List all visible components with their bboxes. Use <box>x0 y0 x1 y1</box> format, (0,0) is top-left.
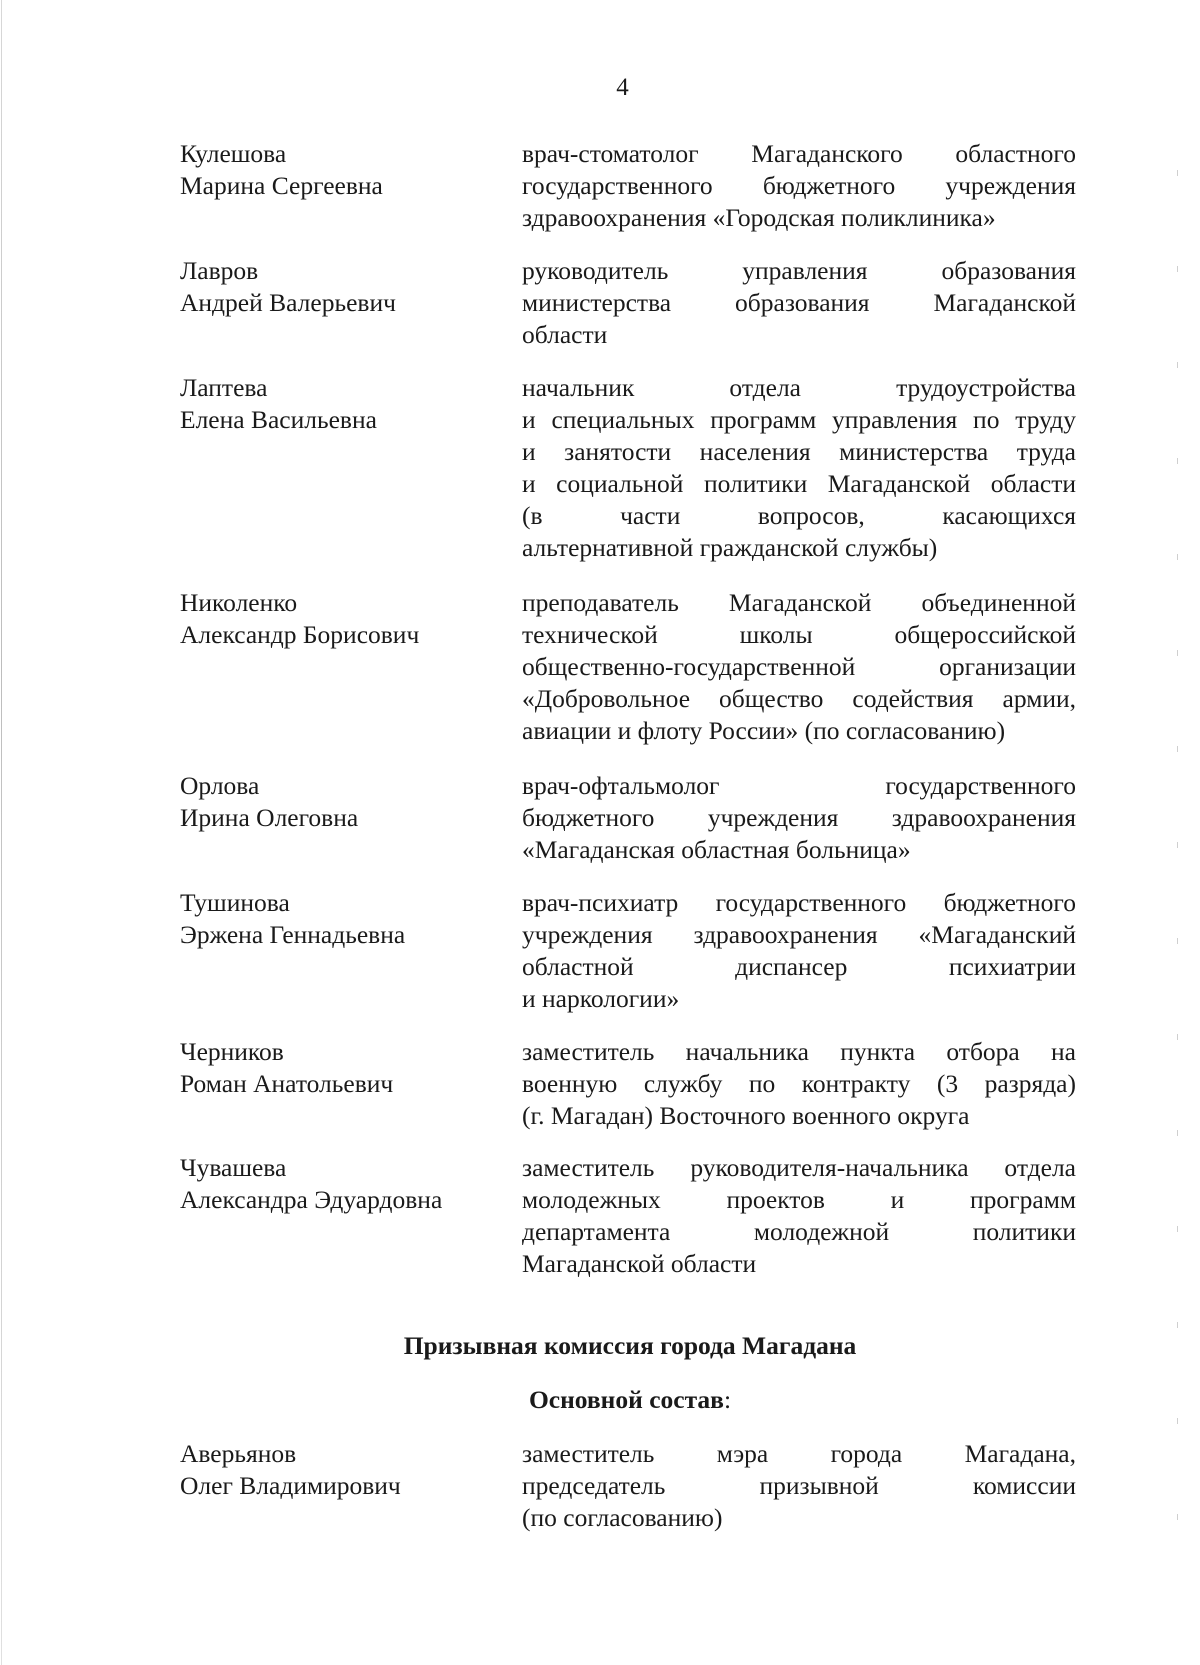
member-given-names: Александр Борисович <box>180 620 420 649</box>
member-role <box>522 887 1076 1015</box>
member-surname: Орлова <box>180 771 260 800</box>
member-role-line: областной диспансер психиатрии <box>522 952 1076 981</box>
member-role-line: альтернативной гражданской службы) <box>522 533 938 562</box>
member-role <box>522 372 1076 564</box>
member-role-line: «Добровольное общество содействия армии, <box>522 684 1076 713</box>
member-role-line: (в части вопросов, касающихся <box>522 501 1076 530</box>
member-role-line: молодежных проектов и программ <box>522 1185 1076 1214</box>
member-role-line: врач-психиатр государственного бюджетного <box>522 888 1076 917</box>
member-role <box>522 1036 1076 1132</box>
member-role-line: (по согласованию) <box>522 1503 723 1532</box>
member-role-line: начальник отдела трудоустройства <box>522 373 1076 402</box>
member-name <box>180 770 510 834</box>
member-role-line: заместитель мэра города Магадана, <box>522 1439 1076 1468</box>
member-name <box>180 372 510 436</box>
member-role-line: департамента молодежной политики <box>522 1217 1076 1246</box>
member-given-names: Александра Эдуардовна <box>180 1185 443 1214</box>
member-given-names: Эржена Геннадьевна <box>180 920 406 949</box>
page-number: 4 <box>616 74 629 101</box>
member-surname: Тушинова <box>180 888 290 917</box>
member-role-line: (г. Магадан) Восточного военного округа <box>522 1101 970 1130</box>
member-role-line: бюджетного учреждения здравоохранения <box>522 803 1076 832</box>
member-role-line: врач-стоматолог Магаданского областного <box>522 139 1076 168</box>
member-role <box>522 138 1076 234</box>
member-role-line: и социальной политики Магаданской области <box>522 469 1076 498</box>
member-given-names: Ирина Олеговна <box>180 803 359 832</box>
member-name <box>180 255 510 319</box>
member-surname: Николенко <box>180 588 298 617</box>
member-role-line: министерства образования Магаданской <box>522 288 1076 317</box>
member-role-line: Магаданской области <box>522 1249 757 1278</box>
member-given-names: Андрей Валерьевич <box>180 288 396 317</box>
member-role-line: военную службу по контракту (3 разряда) <box>522 1069 1076 1098</box>
section-subtitle-text: Основной состав <box>528 1385 724 1414</box>
member-role-line: «Магаданская областная больница» <box>522 835 911 864</box>
member-role-line: руководитель управления образования <box>522 256 1076 285</box>
member-surname: Лавров <box>180 256 259 285</box>
member-name <box>180 1438 510 1502</box>
member-role-line: преподаватель Магаданской объединенной <box>522 588 1076 617</box>
section-subtitle-colon: : <box>723 1385 732 1414</box>
member-role-line: и специальных программ управления по труду <box>522 405 1076 434</box>
member-role-line: и занятости населения министерства труда <box>522 437 1076 466</box>
member-role-line: и наркологии» <box>522 984 680 1013</box>
member-name <box>180 1152 510 1216</box>
member-role <box>522 1438 1076 1534</box>
member-given-names: Роман Анатольевич <box>180 1069 394 1098</box>
member-surname: Чувашева <box>180 1153 287 1182</box>
member-surname: Лаптева <box>180 373 268 402</box>
member-surname: Черников <box>180 1037 284 1066</box>
member-name <box>180 587 510 651</box>
member-role-line: авиации и флоту России» (по согласованию) <box>522 716 1006 745</box>
member-given-names: Олег Владимирович <box>180 1471 401 1500</box>
section-title: Призывная комиссия города Магадана <box>403 1331 857 1360</box>
member-name <box>180 887 510 951</box>
member-role <box>522 255 1076 351</box>
member-surname: Кулешова <box>180 139 287 168</box>
member-name <box>180 1036 510 1100</box>
member-role-line: здравоохранения «Городская поликлиника» <box>522 203 996 232</box>
member-role-line: учреждения здравоохранения «Магаданский <box>522 920 1076 949</box>
member-given-names: Марина Сергеевна <box>180 171 383 200</box>
member-role-line: области <box>522 320 608 349</box>
member-role <box>522 587 1076 747</box>
member-role-line: государственного бюджетного учреждения <box>522 171 1076 200</box>
member-surname: Аверьянов <box>180 1439 297 1468</box>
member-name <box>180 138 510 202</box>
member-role-line: заместитель начальника пункта отбора на <box>522 1037 1076 1066</box>
member-role-line: общественно-государственной организации <box>522 652 1076 681</box>
member-given-names: Елена Васильевна <box>180 405 377 434</box>
member-role <box>522 1152 1076 1280</box>
member-role-line: врач-офтальмолог государственного <box>522 771 1076 800</box>
section-subtitle <box>0 1384 1200 1416</box>
member-role-line: председатель призывной комиссии <box>522 1471 1076 1500</box>
member-role-line: технической школы общероссийской <box>522 620 1076 649</box>
member-role <box>522 770 1076 866</box>
member-role-line: заместитель руководителя-начальника отдела <box>522 1153 1076 1182</box>
